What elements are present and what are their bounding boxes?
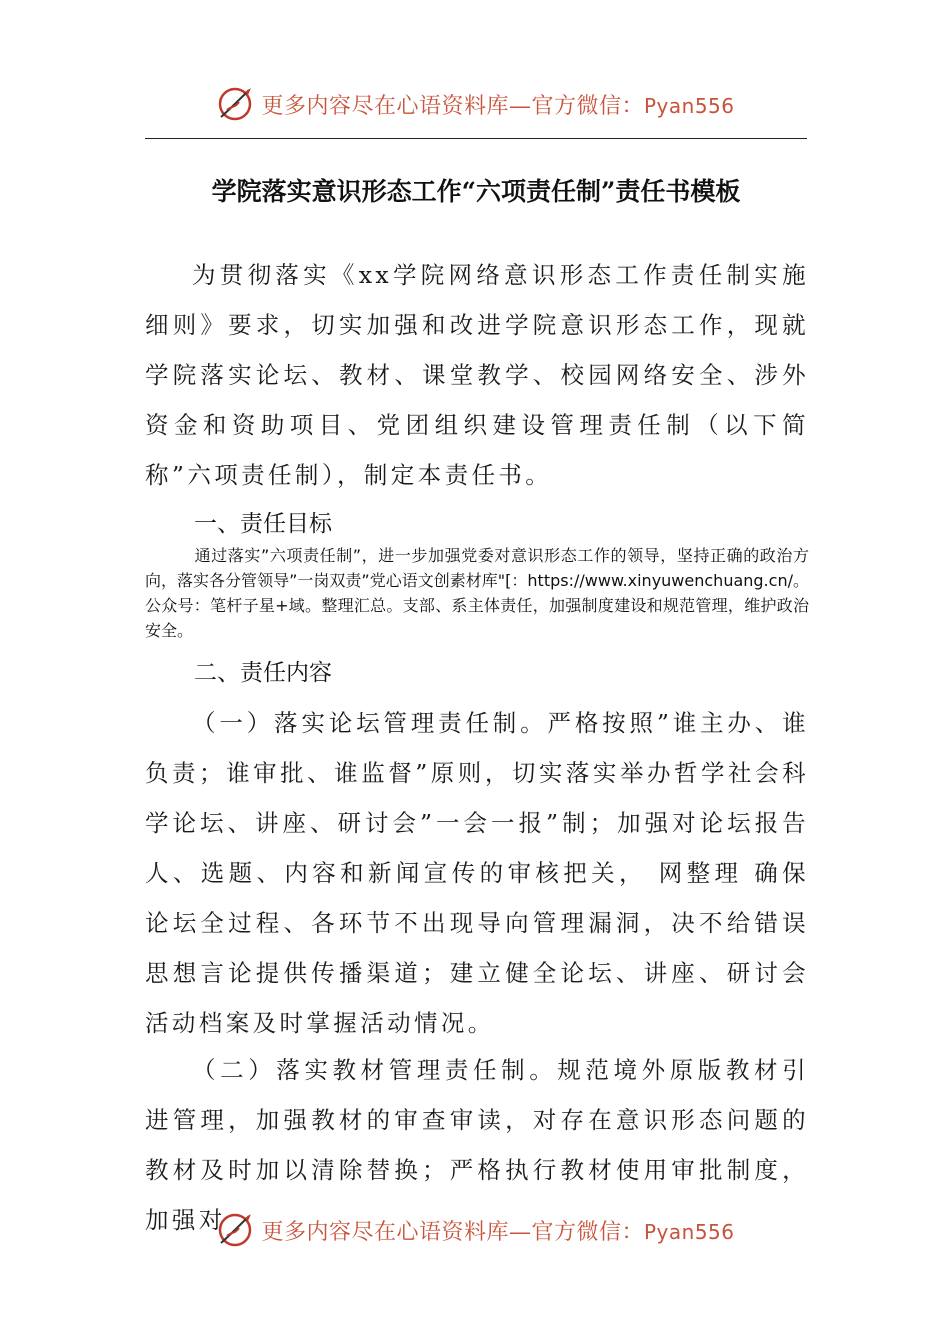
header-banner-text: 更多内容尽在心语资料库—官方微信：Pyan556 — [261, 93, 735, 119]
document-title: 学院落实意识形态工作“六项责任制”责任书模板 — [211, 177, 741, 206]
pen-logo-icon — [215, 84, 255, 124]
footer-banner — [0, 1208, 950, 1252]
intro-paragraph: 为贯彻落实《xx学院网络意识形态工作责任制实施细则》要求，切实加强和改进学院意识形态工作，现就学院落实论坛、教材、课堂教学、校园网络安全、涉外资金和资助项目、党团组织建设管理责任制（以下简称”六项责任制），制定本责任书。 — [145, 261, 809, 489]
header-banner — [0, 82, 950, 126]
section-heading-content: 二、责任内容 — [194, 660, 332, 686]
wechat-id: Pyan556 — [644, 93, 735, 118]
footer-banner-text: 更多内容尽在心语资料库—官方微信：Pyan556 — [261, 1219, 735, 1245]
item-textbook-paragraph: （二）落实教材管理责任制。规范境外原版教材引进管理，加强教材的审查审读，对存在意识形态问题的教材及时加以清除替换；严格执行教材使用审批制度，加强对 — [145, 1056, 809, 1234]
pen-logo-icon — [215, 1210, 255, 1250]
goals-paragraph: 通过落实”六项责任制”，进一步加强党委对意识形态工作的领导，坚持正确的政治方向，落实各分管领导”一岗双责”党心语文创素材库"[：https://www.xinyuwenchuang.cn/。公众号：笔杆子星+域。整理汇总。支部、系主体责任，加强制度建设和规范管理，维护政治安全。 — [145, 546, 809, 640]
header-divider — [145, 138, 807, 139]
section-heading-goals: 一、责任目标 — [194, 511, 332, 537]
item-forum-paragraph: （一）落实论坛管理责任制。严格按照”谁主办、谁负责；谁审批、谁监督”原则，切实落实举办哲学社会科学论坛、讲座、研讨会”一会一报”制；加强对论坛报告人、选题、内容和新闻宣传的审核把关， 网整理 确保论坛全过程、各环节不出现导向管理漏洞，决不给错误思想言论提供传播渠道；建立健全论坛、讲座、研讨会活动档案及时掌握活动情况。 — [145, 709, 809, 1037]
wechat-id: Pyan556 — [644, 1219, 735, 1244]
